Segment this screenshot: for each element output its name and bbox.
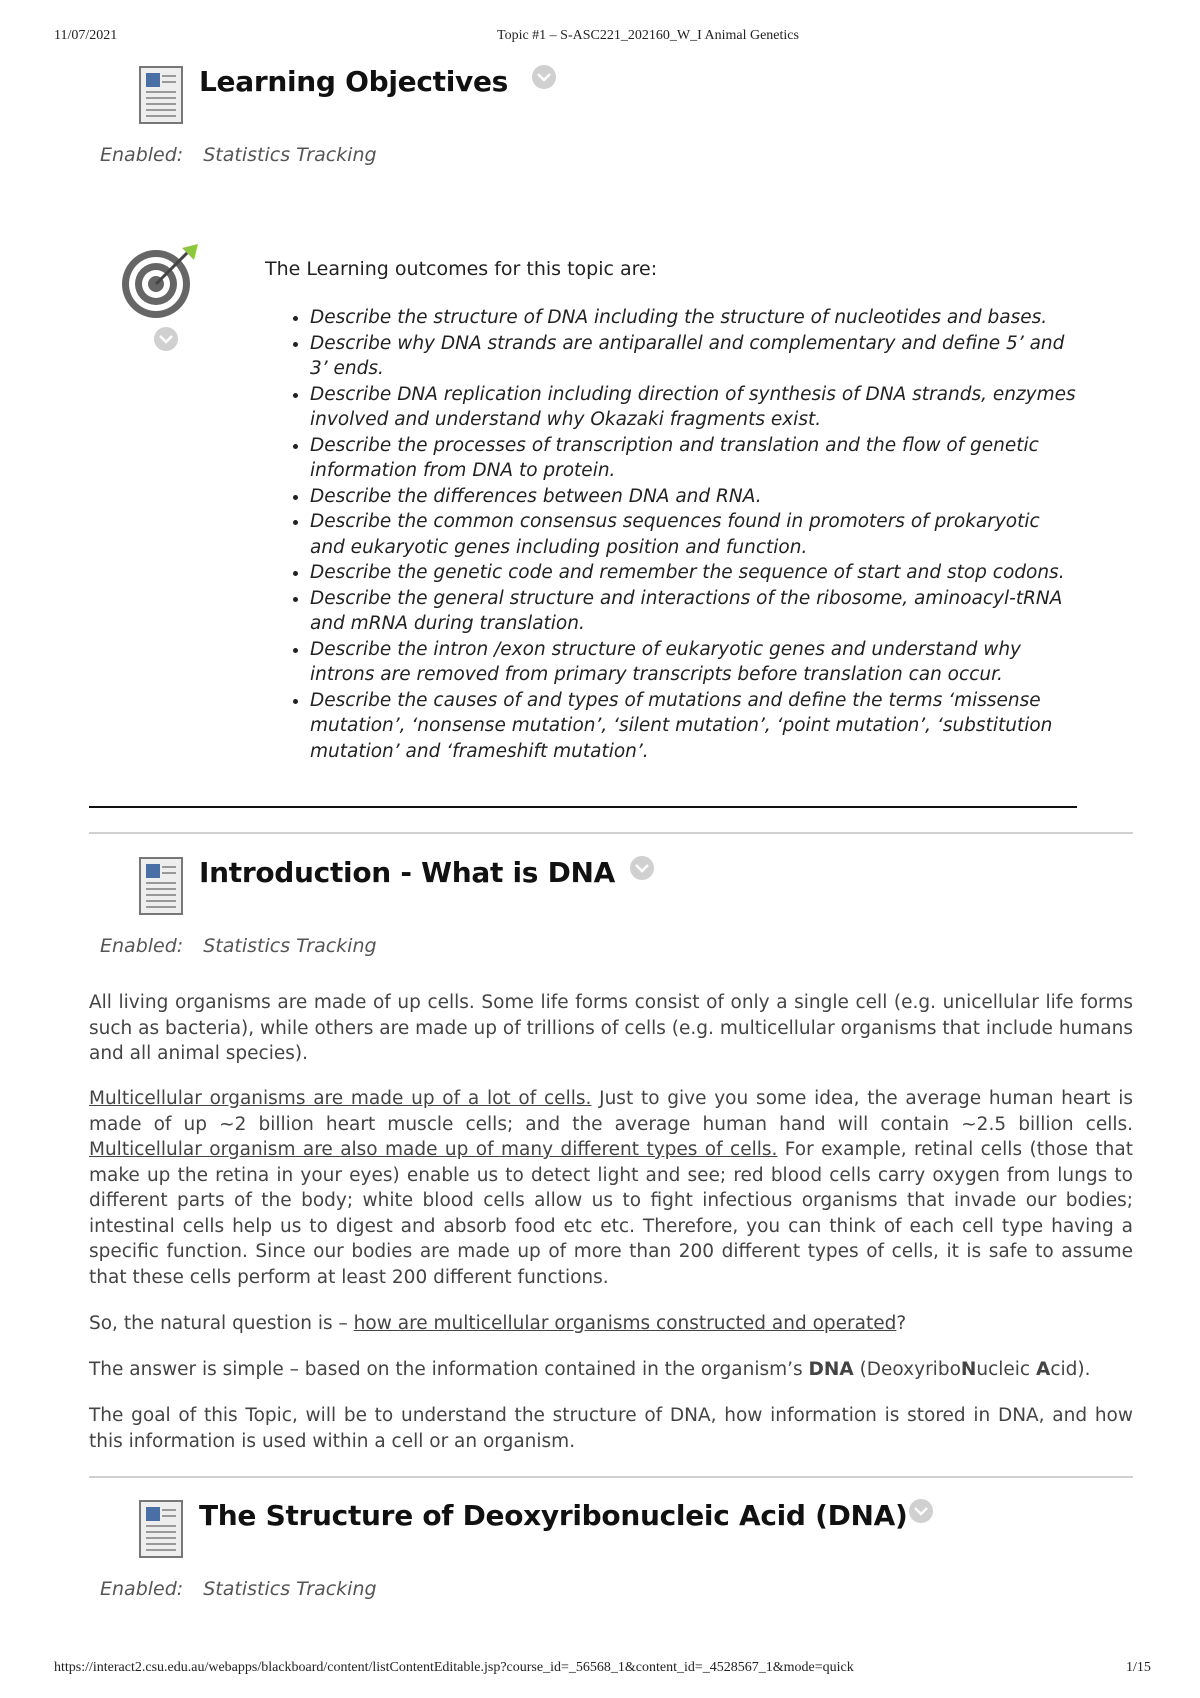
document-icon [138,856,184,916]
list-item: • Describe the general structure and interactions of the ribosome, aminoacyl-tRNA and mRNA during translation. [310,586,1080,637]
list-item: • Describe the causes of and types of mutations and define the terms ‘missense mutation’, ‘nonsense mutation’, ‘silent mutation’, ‘point mutation’, ‘substitution mutation’ and ‘frameshift mutation’. [310,688,1080,765]
print-date: 11/07/2021 [54,28,118,43]
text: ? [896,1313,907,1334]
item-title[interactable]: The Structure of Deoxyribonucleic Acid (DNA) [199,1499,908,1532]
learning-outcomes-intro: The Learning outcomes for this topic are: [265,258,658,280]
enabled-label: Enabled: [100,935,184,957]
item-title[interactable]: Learning Objectives [199,65,509,98]
text: So, the natural question is – [89,1313,354,1334]
list-item: • Describe the intron /exon structure of eukaryotic genes and understand why introns are removed from primary transcripts before translation can occur. [310,637,1080,688]
divider [89,806,1077,808]
statistics-tracking-link[interactable]: Statistics Tracking [203,935,377,957]
page-number: 1/15 [1126,1660,1151,1675]
underlined-text: Multicellular organisms are made up of a lot of cells. [89,1088,592,1109]
intro-paragraph-5: The goal of this Topic, will be to understand the structure of DNA, how information is stored in DNA, and how this information is used within a cell or an organism. [89,1405,1133,1452]
intro-paragraph-1: All living organisms are made of up cells. Some life forms consist of only a single cell (e.g. unicellular life forms such as bacteria), while others are made up of trillions of cells (e.g. multicellular organisms that include humans and all animal species). [89,992,1133,1064]
text: cid). [1050,1359,1091,1380]
statistics-tracking-link[interactable]: Statistics Tracking [203,1578,377,1600]
list-item: • Describe the genetic code and remember the sequence of start and stop codons. [310,560,1080,586]
statistics-tracking-link[interactable]: Statistics Tracking [203,144,377,166]
underlined-text: Multicellular organism are also made up of many different types of cells. [89,1139,778,1160]
item-status [100,1578,377,1600]
bold-text: N [960,1359,977,1380]
chevron-down-icon[interactable] [153,326,179,352]
bold-text: DNA [808,1359,854,1380]
intro-paragraph-2 [89,1086,1133,1290]
bold-text: A [1036,1359,1051,1380]
intro-paragraph-3 [89,1311,1133,1337]
text: (Deoxyribo [853,1359,961,1380]
item-title[interactable]: Introduction - What is DNA [199,856,616,889]
list-item: • Describe why DNA strands are antiparallel and complementary and define 5’ and 3’ ends. [310,331,1080,382]
document-icon [138,65,184,125]
chevron-down-icon[interactable] [531,64,557,90]
document-icon [138,1499,184,1559]
enabled-label: Enabled: [100,1578,184,1600]
print-url: https://interact2.csu.edu.au/webapps/blackboard/content/listContentEditable.jsp?course_id=_56568_1&content_id=_4528567_1&mode=quick [54,1660,854,1675]
intro-paragraph-4 [89,1357,1133,1383]
item-status [100,144,377,166]
learning-outcomes-list [284,305,1080,764]
list-item: • Describe the differences between DNA and RNA. [310,484,1080,510]
text: ucleic [976,1359,1036,1380]
enabled-label: Enabled: [100,144,184,166]
target-icon [120,240,200,320]
list-item: • Describe the structure of DNA including the structure of nucleotides and bases. [310,305,1080,331]
chevron-down-icon[interactable] [629,855,655,881]
underlined-text: how are multicellular organisms constructed and operated [353,1313,897,1334]
text: Just to give you some idea, the average human heart is made of up ~2 billion heart muscle cells; and the average human hand will contain ~2.5 billion cells. [89,1088,1134,1135]
chevron-down-icon[interactable] [908,1498,934,1524]
divider [89,832,1133,834]
list-item: • Describe the common consensus sequences found in promoters of prokaryotic and eukaryotic genes including position and function. [310,509,1080,560]
text: The answer is simple – based on the information contained in the organism’s [89,1359,809,1380]
list-item: • Describe DNA replication including direction of synthesis of DNA strands, enzymes involved and understand why Okazaki fragments exist. [310,382,1080,433]
print-page-title: Topic #1 – S-ASC221_202160_W_I Animal Genetics [497,28,799,43]
divider [89,1476,1133,1478]
text: For example, retinal cells (those that make up the retina in your eyes) enable us to detect light and see; red blood cells carry oxygen from lungs to different parts of the body; white blood cells allow us to fight infectious organisms that invade our bodies; intestinal cells help us to digest and absorb food etc etc. Therefore, you can think of each cell type having a specific function. Since our bodies are made up of more than 200 different types of cells, it is safe to assume that these cells perform at least 200 different functions. [89,1139,1134,1288]
item-status [100,935,377,957]
list-item: • Describe the processes of transcription and translation and the flow of genetic information from DNA to protein. [310,433,1080,484]
